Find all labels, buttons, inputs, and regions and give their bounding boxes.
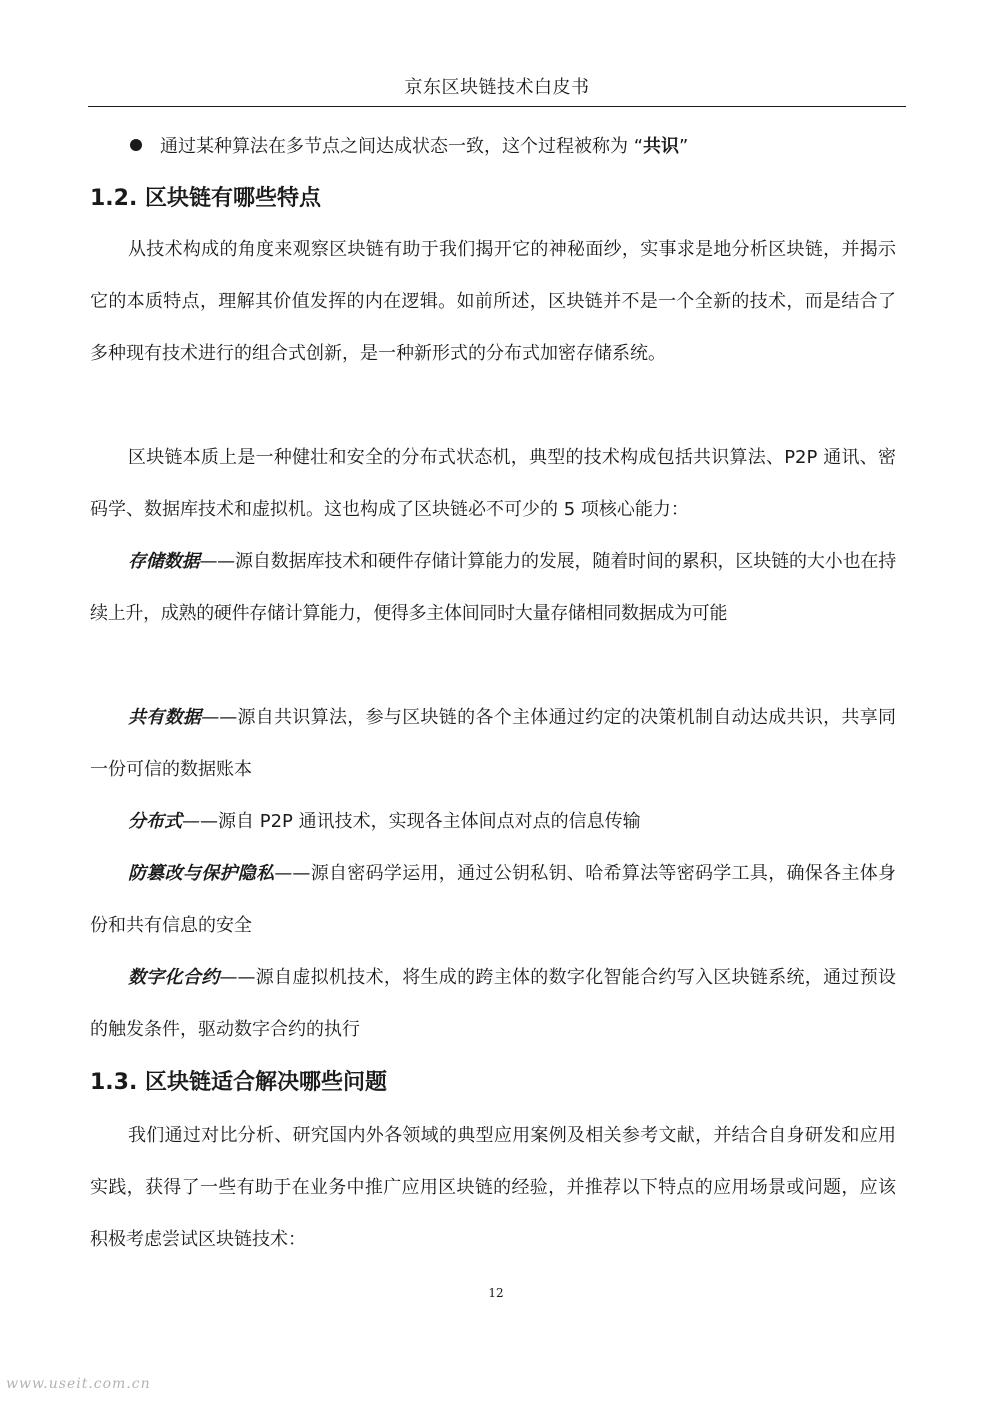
capability-desc: ——源自 P2P 通讯技术，实现各主体间点对点的信息传输: [182, 811, 641, 832]
paragraph-tech-overview: 从技术构成的角度来观察区块链有助于我们揭开它的神秘面纱，实事求是地分析区块链，并揭示它的本质特点，理解其价值发挥的内在逻辑。如前所述，区块链并不是一个全新的技术，而是结合了多种现有技术进行的组合式创新，是一种新形式的分布式加密存储系统。: [90, 239, 896, 364]
capability-storage: [90, 536, 896, 640]
paragraph-use-cases: 我们通过对比分析、研究国内外各领域的典型应用案例及相关参考文献，并结合自身研发和应用实践，获得了一些有助于在业务中推广应用区块链的经验，并推荐以下特点的应用场景或问题，应该积极考虑尝试区块链技术：: [90, 1125, 896, 1250]
paragraph-state-machine: 区块链本质上是一种健壮和安全的分布式状态机，典型的技术构成包括共识算法、P2P 通讯、密码学、数据库技术和虚拟机。这也构成了区块链必不可少的 5 项核心能力：: [90, 447, 896, 520]
section-heading-1-3: 1.3. 区块链适合解决哪些问题: [90, 1070, 387, 1095]
capability-shared-data: [90, 692, 896, 796]
capability-desc: ——源自共识算法，参与区块链的各个主体通过约定的决策机制自动达成共识，共享同一份可信的数据账本: [90, 707, 896, 780]
capability-term: 共有数据: [128, 707, 202, 728]
bullet-icon: [130, 139, 142, 151]
capability-distributed: [90, 796, 896, 848]
capability-tamper-proof: [90, 848, 896, 952]
bullet-strong-term: 共识: [643, 136, 680, 157]
running-header-title: 京东区块链技术白皮书: [404, 77, 590, 98]
capability-desc: ——源自数据库技术和硬件存储计算能力的发展，随着时间的累积，区块链的大小也在持续上升，成熟的硬件存储计算能力，便得多主体间同时大量存储相同数据成为可能: [90, 551, 896, 624]
capability-term: 存储数据: [128, 551, 200, 572]
header-divider: [88, 106, 906, 107]
watermark-text: www.useit.com.cn: [6, 1376, 151, 1392]
section-heading-1-2: 1.2. 区块链有哪些特点: [90, 186, 321, 211]
capability-term: 分布式: [128, 811, 182, 832]
capability-term: 数字化合约: [128, 967, 220, 988]
bullet-text: 通过某种算法在多节点之间达成状态一致，这个过程被称为 “: [160, 136, 644, 157]
page-number: 12: [488, 1286, 504, 1300]
capability-term: 防篡改与保护隐私: [128, 863, 275, 884]
bullet-close-quote: ”: [679, 136, 689, 157]
capability-smart-contract: [90, 952, 896, 1056]
bullet-item-consensus: [130, 134, 688, 160]
capability-desc: ——源自虚拟机技术，将生成的跨主体的数字化智能合约写入区块链系统，通过预设的触发条件，驱动数字合约的执行: [90, 967, 896, 1040]
capability-desc: ——源自密码学运用，通过公钥私钥、哈希算法等密码学工具，确保各主体身份和共有信息的安全: [90, 863, 897, 936]
